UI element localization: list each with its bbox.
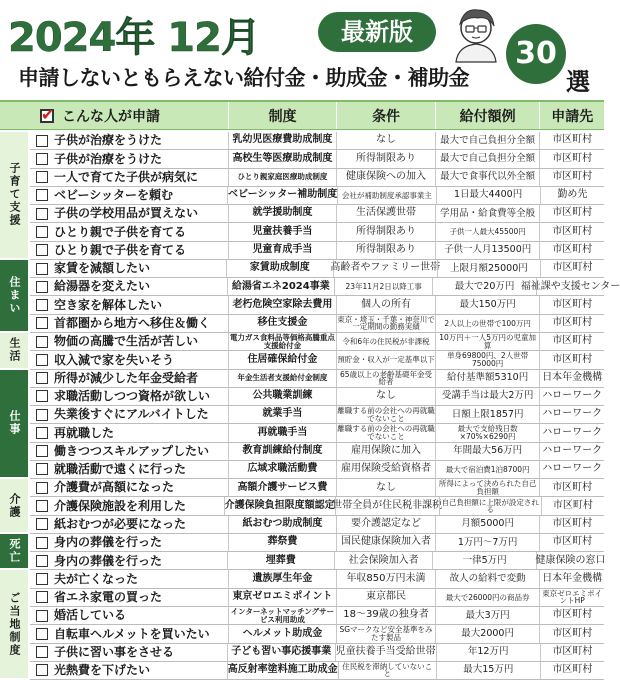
condition-cell: 高齢者やファミリー世帯	[333, 260, 437, 277]
who-label: 介護費が高額になった	[54, 480, 175, 495]
system-cell: 再就職手当	[228, 424, 336, 441]
checkbox-icon[interactable]	[36, 135, 48, 147]
table-row	[30, 644, 604, 662]
who-label: 光熱費を下げたい	[54, 663, 151, 678]
amount-cell: 最大で宿泊費1泊8700円	[435, 461, 540, 478]
system-cell: インターネットマッチングサービス利用助成	[228, 607, 336, 624]
system-cell: 遺族厚生年金	[228, 570, 336, 587]
who-label: 紙おむつが必要になった	[54, 516, 187, 531]
condition-cell: 預貯金・収入が一定基準以下	[336, 351, 435, 368]
checkbox-icon[interactable]	[36, 445, 48, 457]
apply-to-cell: 市区町村	[540, 662, 604, 679]
apply-to-cell: 市区町村	[539, 516, 604, 533]
checkbox-icon[interactable]	[36, 610, 48, 622]
table-row	[30, 351, 604, 369]
apply-to-cell: 市区町村	[539, 150, 604, 167]
table-row	[30, 150, 604, 168]
table-row	[30, 552, 604, 570]
who-label: 婚活している	[54, 608, 127, 623]
category-text: 介護	[8, 492, 21, 519]
amount-cell: 日額上限1857円	[435, 406, 540, 423]
condition-cell: 東京・埼玉・千葉・神奈川で一定期間の勤務実績	[337, 314, 435, 332]
system-cell: 家賃助成制度	[226, 260, 333, 277]
who-label: ベビーシッターを頼む	[54, 188, 174, 203]
latest-badge: 最新版	[318, 12, 436, 52]
checkbox-icon[interactable]	[36, 336, 48, 348]
amount-cell: 最大15万円	[436, 662, 540, 679]
category-text: 死亡	[8, 538, 21, 565]
checkbox-icon[interactable]	[36, 555, 48, 567]
table-row	[30, 662, 604, 680]
who-label: 介護保険施設を利用した	[54, 498, 187, 513]
system-cell: 東京ゼロエミポイント	[228, 589, 336, 606]
apply-to-cell: 市区町村	[540, 260, 604, 277]
condition-cell: 65歳以上の老齢基礎年金受給者	[336, 370, 435, 387]
condition-cell: 雇用保険に加入	[336, 443, 435, 460]
system-cell: 公共職業訓練	[228, 388, 336, 405]
who-cell	[30, 406, 228, 423]
table-row	[30, 260, 604, 278]
table-row	[30, 296, 604, 314]
apply-to-cell: 市区町村	[541, 497, 604, 514]
apply-to-cell: 市区町村	[539, 205, 604, 222]
apply-to-cell: ハローワーク	[539, 443, 604, 460]
who-label: ひとり親で子供を育てる	[54, 242, 187, 257]
who-cell	[30, 625, 228, 642]
checkbox-icon[interactable]	[36, 281, 48, 293]
table-row	[30, 516, 604, 534]
system-cell: 広域求職活動費	[228, 461, 336, 478]
checkbox-icon[interactable]	[36, 263, 48, 275]
condition-cell: 個人の所有	[336, 296, 435, 313]
page-header	[0, 0, 604, 98]
amount-cell: 自己負担額に上限が設定される	[439, 497, 541, 514]
who-label: 所得が減少した年金受給者	[54, 370, 199, 385]
amount-cell: 1万円～7万円	[435, 534, 540, 551]
system-cell: 紙おむつ助成制度	[228, 516, 336, 533]
who-cell	[30, 333, 228, 350]
condition-cell: 住民税を滞納していないこと	[338, 662, 436, 679]
system-cell: 子ども習い事応援事業	[227, 644, 335, 661]
system-cell: 就業手当	[228, 406, 336, 423]
apply-to-cell: 市区町村	[539, 169, 604, 186]
who-cell	[30, 534, 228, 551]
checkbox-icon[interactable]	[36, 646, 48, 658]
checkbox-icon[interactable]	[36, 591, 48, 603]
who-cell	[30, 589, 228, 606]
apply-to-cell: 市区町村	[539, 607, 604, 624]
checkbox-icon[interactable]	[36, 463, 48, 475]
who-label: 夫が亡くなった	[54, 571, 139, 586]
checkbox-icon[interactable]	[36, 664, 48, 676]
condition-cell: なし	[336, 388, 435, 405]
checkbox-icon[interactable]	[36, 390, 48, 402]
apply-to-cell: 日本年金機構	[539, 370, 604, 387]
checkbox-icon[interactable]	[36, 573, 48, 585]
apply-to-cell: 市区町村	[540, 644, 604, 661]
table-row	[30, 461, 604, 479]
amount-cell: 2人以上の世帯で100万円	[435, 315, 540, 332]
who-label: 物価の高騰で生活が苦しい	[54, 334, 199, 349]
amount-cell: 最大で支給残日数×70%×6290円	[435, 424, 540, 441]
condition-cell: 18～39歳の独身者	[336, 607, 435, 624]
apply-to-cell: ハローワーク	[539, 388, 604, 405]
category-text: 住まい	[8, 275, 21, 315]
table-row	[30, 625, 604, 643]
header-apply-to: 申請先	[539, 102, 604, 129]
category-label	[0, 260, 28, 333]
system-cell: 乳幼児医療費助成制度	[228, 132, 336, 149]
amount-cell: 最大3万円	[435, 607, 540, 624]
who-cell	[30, 223, 228, 240]
who-cell	[30, 662, 227, 679]
apply-to-cell: ハローワーク	[539, 406, 604, 423]
who-cell	[30, 479, 228, 496]
table-row	[30, 370, 604, 388]
condition-cell: 会社が補助制度承認事業主	[337, 187, 435, 204]
checkbox-icon[interactable]	[36, 226, 48, 238]
apply-to-cell: 日本年金機構	[539, 570, 604, 587]
who-label: 自転車ヘルメットを買いたい	[54, 626, 210, 641]
table-row	[30, 589, 604, 607]
condition-cell: 要介護認定など	[336, 516, 435, 533]
checkbox-icon[interactable]	[36, 537, 48, 549]
amount-cell: 子供一人月13500円	[435, 242, 540, 259]
who-label: 収入減で家を失いそう	[54, 352, 175, 367]
apply-to-cell: 市区町村	[539, 625, 604, 642]
system-cell: 移住支援金	[228, 315, 336, 332]
header-who-label: こんな人が申請	[62, 108, 160, 125]
who-label: 省エネ家電の買った	[54, 590, 163, 605]
amount-cell: 最大2000円	[435, 625, 540, 642]
header-system: 制度	[228, 102, 336, 129]
condition-cell: 雇用保険受給資格者	[336, 461, 435, 478]
category-label	[0, 479, 28, 534]
condition-cell: 令和6年の住民税が非課税	[336, 333, 435, 350]
table-row	[30, 570, 604, 588]
who-label: 再就職した	[54, 425, 115, 440]
apply-to-cell: 市区町村	[539, 223, 604, 240]
condition-cell: 所得制限あり	[336, 242, 435, 259]
table-row	[30, 242, 604, 260]
apply-to-cell: 市区町村	[539, 315, 604, 332]
apply-to-cell: 市区町村	[539, 479, 604, 496]
table-row	[30, 315, 604, 333]
who-label: 家賃を減額したい	[54, 261, 151, 276]
category-label	[0, 534, 28, 571]
system-cell: 児童育成手当	[228, 242, 336, 259]
who-cell	[30, 315, 228, 332]
checkbox-icon[interactable]	[36, 427, 48, 439]
amount-cell: 年12万円	[436, 644, 540, 661]
table-row	[30, 388, 604, 406]
count-badge: 30	[506, 24, 566, 84]
apply-to-cell: 市区町村	[539, 333, 604, 350]
table-row	[30, 169, 604, 187]
table-row	[30, 132, 604, 150]
system-cell: 年金生活者支援給付金制度	[228, 370, 336, 387]
amount-cell: 最大で食事代以外全額	[435, 169, 540, 186]
apply-to-cell: 市区町村	[539, 242, 604, 259]
who-label: 首都圏から地方へ移住＆働く	[54, 316, 211, 331]
who-label: 身内の葬儀を行った	[54, 535, 163, 550]
who-label: 失業後すぐにアルバイトした	[54, 407, 209, 422]
condition-cell: SGマークなど安全基準をみたす製品	[336, 625, 435, 642]
category-label	[0, 132, 28, 260]
checkbox-icon[interactable]	[36, 299, 48, 311]
condition-cell: 離職する前の会社への再就職でないこと	[337, 424, 435, 441]
system-cell: 高校生等医療助成制度	[228, 150, 336, 167]
system-cell: ひとり親家庭医療助成制度	[228, 169, 336, 186]
checkbox-icon[interactable]	[36, 354, 48, 366]
apply-to-cell: ハローワーク	[539, 424, 604, 441]
amount-cell: 給付基準額5310円	[435, 370, 540, 387]
system-cell: ベビーシッター補助制度	[227, 187, 337, 204]
condition-cell: 23年11月2日以降工事	[334, 278, 432, 295]
table-row	[30, 278, 620, 296]
who-cell	[30, 461, 228, 478]
who-cell	[30, 570, 228, 587]
condition-cell: 東京都民	[336, 589, 435, 606]
system-cell: 児童扶養手当	[228, 223, 336, 240]
condition-cell: 児童扶養手当受給世帯	[335, 644, 436, 661]
amount-cell: 学用品・給食費等全般	[435, 205, 540, 222]
apply-to-cell: 勤め先	[540, 187, 604, 204]
condition-cell: 所得制限あり	[336, 150, 435, 167]
who-cell	[30, 644, 227, 661]
amount-cell: 10万円＋一人5万円の児童加算	[435, 333, 540, 350]
apply-to-cell: 健康保険の窓口	[536, 552, 604, 569]
who-cell	[30, 370, 228, 387]
system-cell: 老朽危険空家除去費用	[228, 296, 336, 313]
condition-cell: 社会保険加入者	[334, 552, 432, 569]
checkbox-icon[interactable]	[36, 244, 48, 256]
apply-to-cell: 市区町村	[539, 351, 604, 368]
condition-cell: 国民健康保険加入者	[336, 534, 435, 551]
who-cell	[30, 497, 224, 514]
amount-cell: 一律5万円	[432, 552, 536, 569]
who-label: 求職活動しつつ資格が欲しい	[54, 389, 211, 404]
who-cell	[30, 296, 228, 313]
category-text: 子育て支援	[8, 162, 21, 228]
condition-cell: 生活保護世帯	[336, 205, 435, 222]
table-row	[30, 497, 604, 515]
condition-cell: なし	[336, 479, 435, 496]
who-label: 身内の葬儀を行った	[54, 553, 163, 568]
amount-cell: 単身69800円、2人世帯75000円	[435, 351, 540, 368]
apply-to-cell: 東京ゼロエミポイントHP	[539, 589, 604, 606]
who-label: 子供が治療をうけた	[54, 151, 163, 166]
category-label	[0, 570, 28, 680]
author-avatar-icon	[444, 2, 508, 62]
amount-cell: 所得によって決められた自己負担額	[435, 479, 540, 496]
category-label	[0, 333, 28, 370]
who-cell	[30, 351, 228, 368]
system-cell: 住居確保給付金	[228, 351, 336, 368]
checkbox-icon[interactable]	[36, 153, 48, 165]
who-label: 働きつつスキルアップしたい	[54, 443, 210, 458]
who-label: ひとり親で子供を育てる	[54, 224, 187, 239]
checkbox-icon[interactable]	[36, 628, 48, 640]
who-cell	[30, 187, 227, 204]
table-header-row	[0, 100, 604, 130]
condition-cell: なし	[336, 132, 435, 149]
apply-to-cell: 市区町村	[539, 296, 604, 313]
category-text: 生活	[8, 337, 21, 364]
condition-cell: 離職する前の会社への再就職でないこと	[337, 406, 435, 423]
amount-cell: 最大で20万円	[432, 278, 536, 295]
amount-cell: 最大で26000円の商品券	[435, 589, 540, 606]
amount-cell: 受講手当は最大2万円	[435, 388, 540, 405]
checkbox-icon[interactable]	[36, 189, 48, 201]
who-cell	[30, 132, 228, 149]
checkbox-icon[interactable]	[36, 482, 48, 494]
system-cell: 高反射率塗料施工助成金	[227, 662, 338, 679]
table-row	[30, 406, 604, 424]
amount-cell: 上限月額25000円	[437, 260, 540, 277]
who-cell	[30, 205, 228, 222]
header-condition: 条件	[336, 102, 435, 129]
condition-cell: 所得制限あり	[336, 223, 435, 240]
who-cell	[30, 388, 228, 405]
table-row	[30, 187, 604, 205]
apply-to-cell: ハローワーク	[539, 461, 604, 478]
checkbox-icon[interactable]	[36, 171, 48, 183]
who-cell	[30, 424, 228, 441]
who-label: 子供が治療をうけた	[54, 133, 163, 148]
count-suffix: 選	[566, 68, 590, 96]
category-label	[0, 370, 28, 480]
amount-cell: 故人の給料で変動	[435, 570, 540, 587]
system-cell: 葬祭費	[228, 534, 336, 551]
apply-to-cell: 市区町村	[539, 534, 604, 551]
condition-cell: 年収850万円未満	[336, 570, 435, 587]
condition-cell: 健康保険への加入	[336, 169, 435, 186]
category-text: 仕事	[8, 410, 21, 437]
system-cell: 給湯省エネ2024事業	[227, 278, 335, 295]
system-cell: 埋葬費	[227, 552, 335, 569]
amount-cell: 最大で自己負担分全額	[435, 150, 540, 167]
amount-cell: 子供一人最大45500円	[435, 223, 540, 240]
amount-cell: 月額5000円	[435, 516, 540, 533]
who-label: 空き家を解体したい	[54, 297, 163, 312]
apply-to-cell: 市区町村	[539, 132, 604, 149]
system-cell: 介護保険負担限度額認定	[224, 497, 335, 514]
table-row	[30, 443, 604, 461]
amount-cell: 1日最大4400円	[436, 187, 540, 204]
category-text: ご当地制度	[8, 591, 21, 657]
condition-cell: 世帯全員が住民税非課税	[335, 497, 439, 514]
who-cell	[30, 169, 228, 186]
who-cell	[30, 443, 228, 460]
who-cell	[30, 607, 228, 624]
table-row	[30, 333, 604, 351]
system-cell: ヘルメット助成金	[228, 625, 336, 642]
header-who	[0, 102, 228, 129]
who-cell	[30, 278, 227, 295]
system-cell: 教育訓練給付制度	[228, 443, 336, 460]
checkbox-icon[interactable]	[36, 372, 48, 384]
apply-to-cell: 福祉課や支援センター	[536, 278, 604, 295]
who-label: 子供に習い事をさせる	[54, 644, 175, 659]
who-cell	[30, 150, 228, 167]
checkbox-icon[interactable]	[36, 409, 48, 421]
table-row	[30, 479, 604, 497]
checkbox-icon[interactable]	[36, 518, 48, 530]
header-amount: 給付額例	[435, 102, 539, 129]
checkbox-icon[interactable]	[36, 317, 48, 329]
table-row	[30, 534, 604, 552]
system-cell: 電力ガス食料品等価格高騰重点支援給付金	[228, 333, 336, 350]
checkbox-icon[interactable]	[36, 500, 48, 512]
who-label: 一人で育てた子供が病気に	[54, 169, 199, 184]
who-label: 就職活動で遠くに行った	[54, 462, 187, 477]
who-label: 子供の学校用品が買えない	[54, 206, 199, 221]
amount-cell: 最大で自己負担分全額	[435, 132, 540, 149]
amount-cell: 年間最大56万円	[435, 443, 540, 460]
table-row	[30, 205, 604, 223]
who-cell	[30, 242, 228, 259]
table-row	[30, 223, 604, 241]
page-subtitle: 申請しないともらえない給付金・助成金・補助金	[18, 66, 469, 90]
system-cell: 就学援助制度	[228, 205, 336, 222]
table-row	[30, 607, 604, 625]
who-cell	[30, 516, 228, 533]
page-title: 2024年 12月	[8, 15, 260, 61]
checked-box-icon	[40, 109, 54, 123]
who-cell	[30, 552, 227, 569]
table-row	[30, 424, 604, 442]
amount-cell: 最大150万円	[435, 296, 540, 313]
checkbox-icon[interactable]	[36, 208, 48, 220]
system-cell: 高額介護サービス費	[228, 479, 336, 496]
who-label: 給湯器を変えたい	[54, 279, 151, 294]
who-cell	[30, 260, 226, 277]
